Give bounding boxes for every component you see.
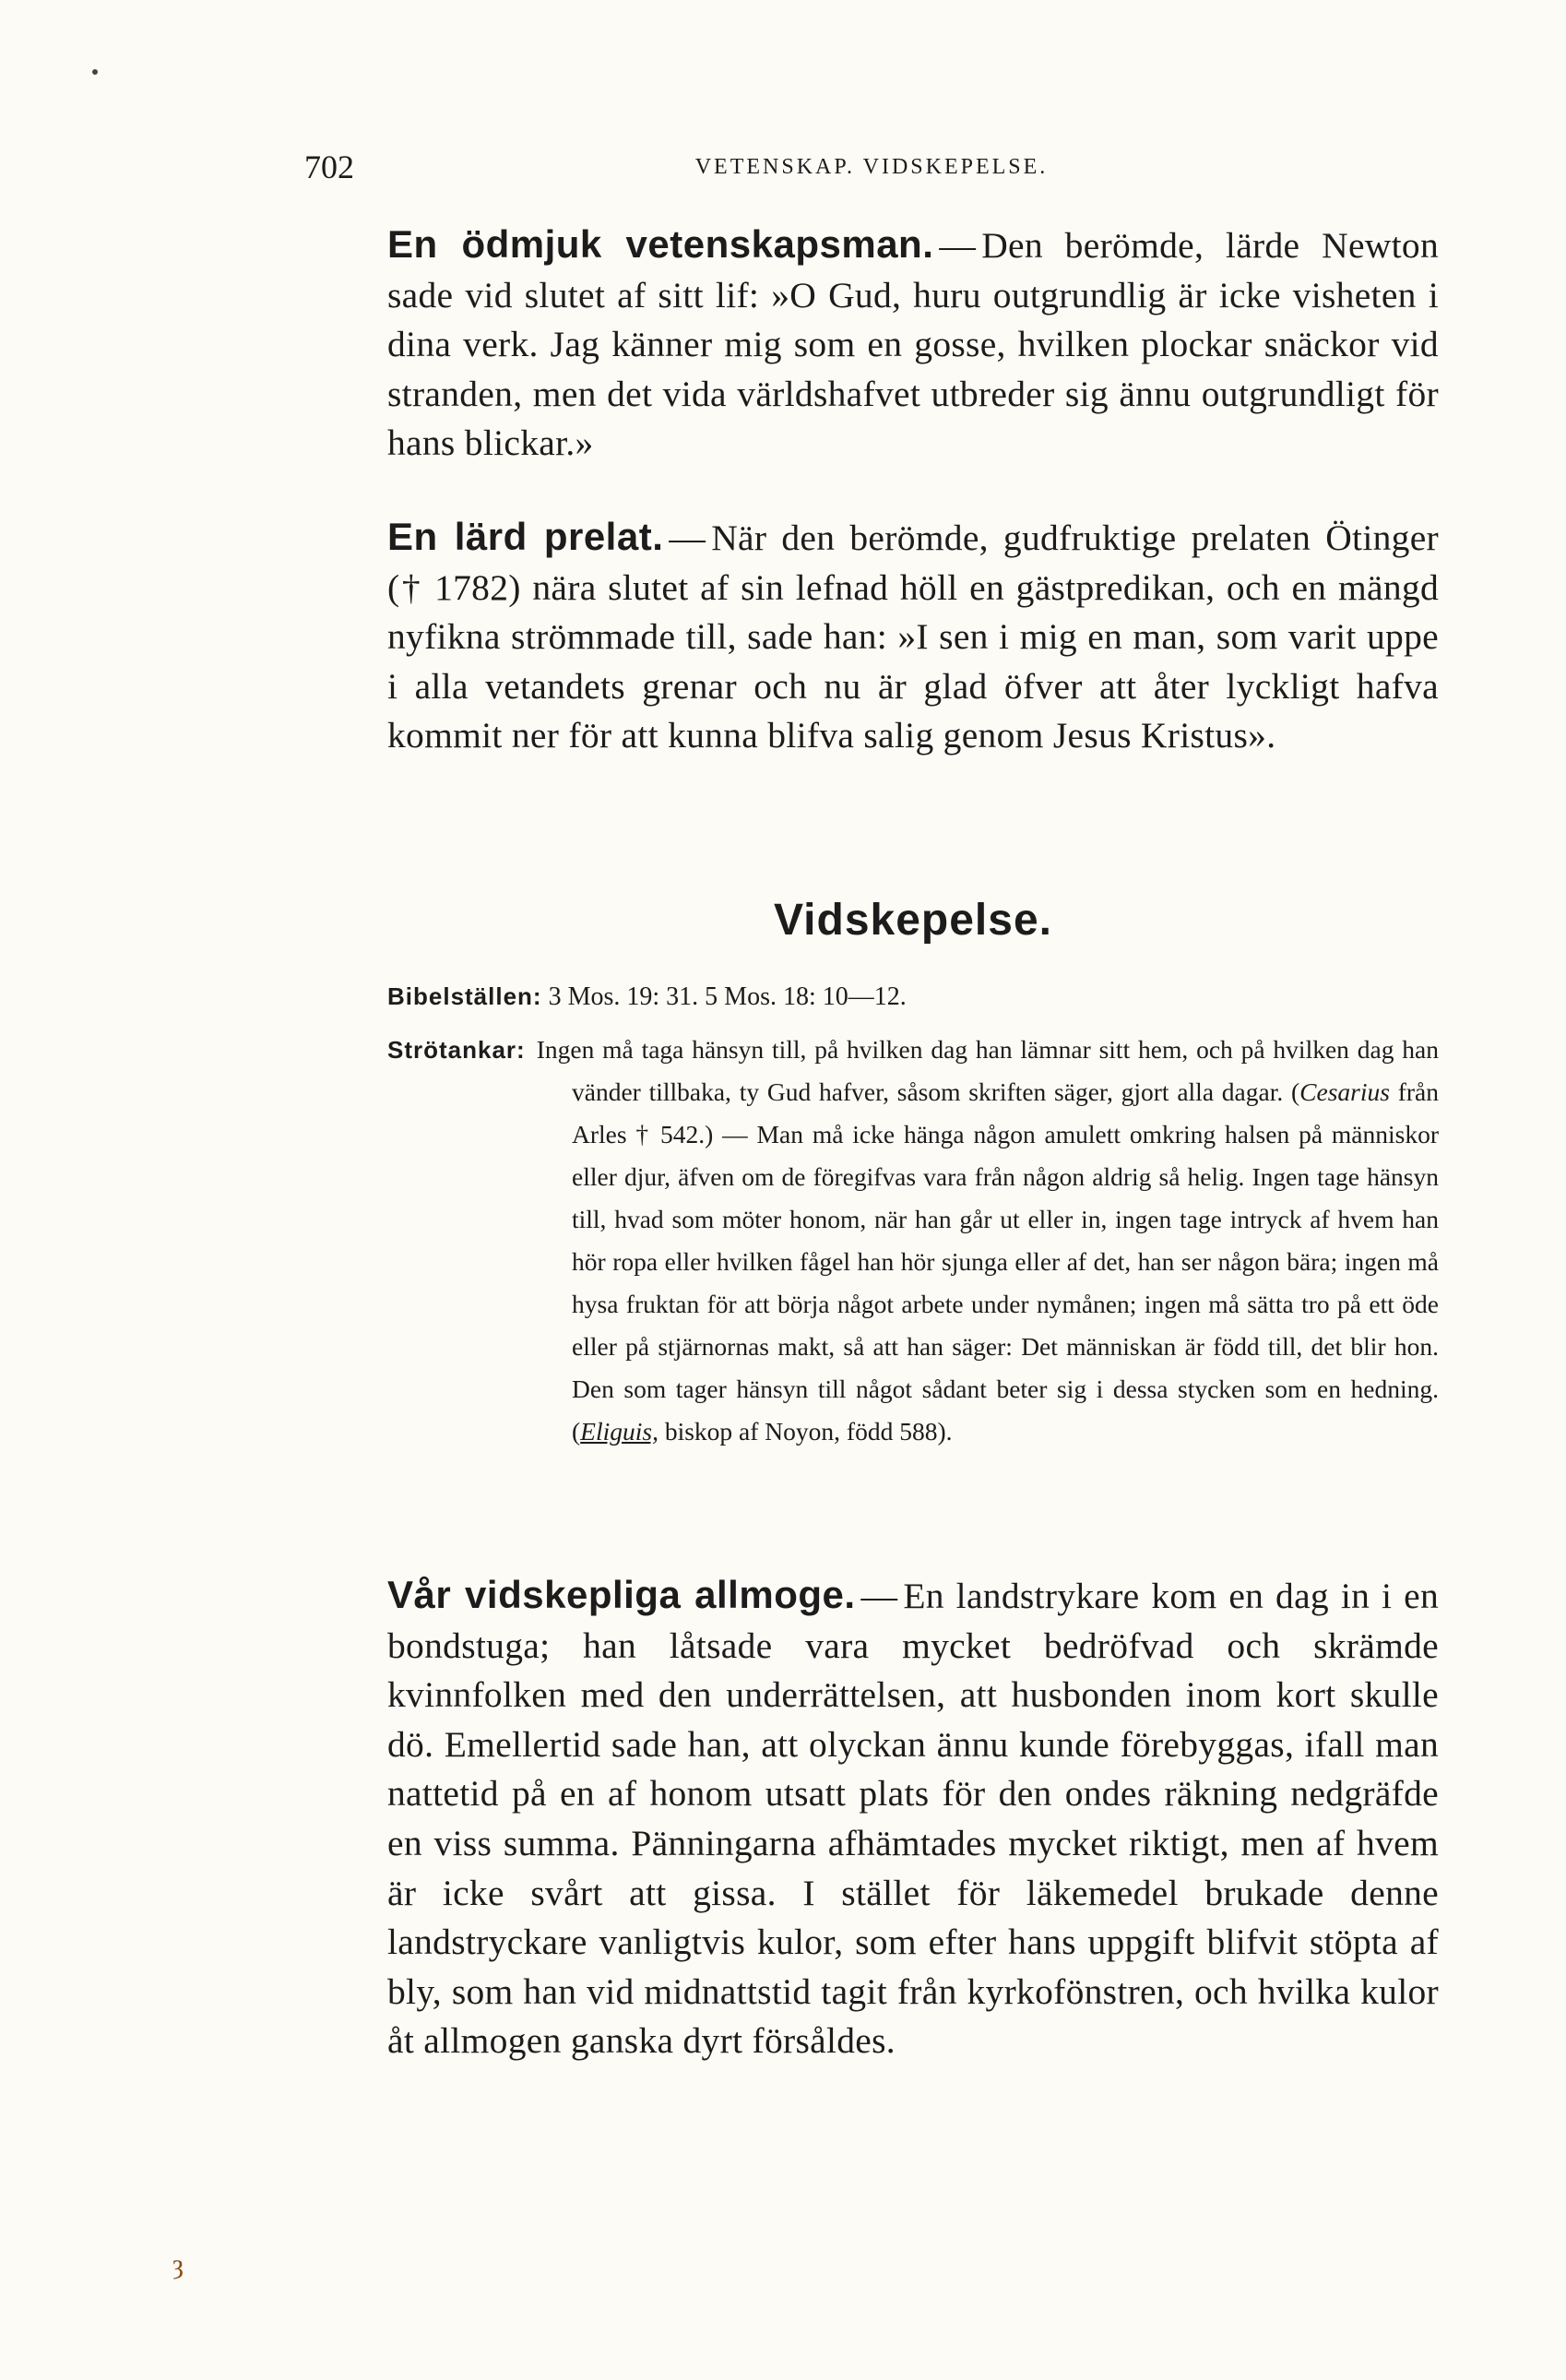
page-header xyxy=(304,148,1439,194)
em-dash: — xyxy=(939,225,977,266)
paragraph-text: En landstrykare kom en dag in i en bondstuga; han låtsade vara mycket bedröfvad och skrämde kvinnfolken med den underrättelsen, att husbonden inom kort skulle dö. Emellertid sade han, att olyckan ännu kunde förebyggas, ifall man nattetid på en af honom utsatt plats för den ondes räkning nedgräfde en viss summa. Pänningarna afhämtades mycket riktigt, men af hvem är icke svårt att gissa. I stället för läkemedel brukade denne landstryckare vanligtvis kulor, som efter hans uppgift blifvit stöpta af bly, som han vid midnattstid tagit från kyrkofönstren, och hvilka kulor åt allmogen ganska dyrt försåldes. xyxy=(387,1576,1439,2062)
paragraph-heading: Vår vidskepliga allmoge. xyxy=(387,1573,856,1616)
section-title: Vidskepelse. xyxy=(774,896,1052,945)
section-learned-prelate xyxy=(387,512,1439,761)
citation-cesarius: Cesarius xyxy=(1299,1077,1390,1106)
paragraph-text: När den berömde, gudfruktige prelaten Ötinger († 1782) nära slutet af sin lefnad höll en gästpredikan, och en mängd nyfikna strömmade till, sade han: »I sen i mig en man, som varit uppe i alla vetandets grenar och nu är glad öfver att åter lyckligt hafva kommit ner för att kunna blifva salig genom Jesus Kristus». xyxy=(387,518,1439,756)
paragraph-text: Den berömde, lärde Newton sade vid slutet af sitt lif: »O Gud, huru outgrundlig är icke visheten i dina verk. Jag känner mig som en gosse, hvilken plockar snäckor vid stranden, men det vida världshafvet utbreder sig ännu outgrundligt för hans blickar.» xyxy=(387,225,1440,464)
paragraph xyxy=(387,1570,1439,2066)
em-dash: — xyxy=(860,1576,898,1616)
citation-eliguis: Eliguis, xyxy=(580,1417,658,1446)
page-number: 702 xyxy=(304,149,354,185)
stray-thoughts-paragraph xyxy=(387,1029,1439,1453)
section-superstitious-peasantry xyxy=(387,1570,1439,2066)
ink-speck xyxy=(92,69,98,75)
paragraph xyxy=(387,512,1439,761)
corner-ink-mark: ȝ xyxy=(172,2249,184,2279)
stray-text-1: Ingen må taga hänsyn till, på hvilken dag han lämnar sitt hem, och på hvilken dag han vänder tillbaka, ty Gud hafver, såsom skriften säger, gjort alla dagar. ( xyxy=(536,1035,1439,1106)
stray-text-3: biskop af Noyon, född 588). xyxy=(658,1417,953,1446)
paragraph xyxy=(387,220,1439,469)
section-humble-scientist xyxy=(387,220,1439,469)
bible-references xyxy=(387,982,1439,1012)
running-head: VETENSKAP. VIDSKEPELSE. xyxy=(694,155,1049,179)
paragraph-heading: En lärd prelat. xyxy=(387,515,664,558)
stray-thoughts xyxy=(387,1029,1439,1453)
bible-label: Bibelställen: xyxy=(387,982,542,1010)
em-dash: — xyxy=(669,518,706,558)
stray-text-2: från Arles † 542.) — Man må icke hänga någon amulett omkring halsen på människor eller djur, äfven om de föregifvas vara från någon aldrig så helig. Ingen tage hänsyn till, hvad som möter honom, när han går ut eller in, ingen tage intryck af hvem han hör ropa eller hvilken fågel han hör sjunga eller af det, han ser någon bära; ingen må hysa fruktan för att börja något arbete under nymånen; ingen må sätta tro på ett öde eller på stjärnornas makt, så att han säger: Det människan är född till, det blir hon. Den som tager hänsyn till något sådant beter sig i dessa stycken som en hedning. ( xyxy=(572,1077,1439,1446)
paragraph-heading: En ödmjuk vetenskapsman. xyxy=(387,222,934,266)
stray-thoughts-label: Strötankar: xyxy=(387,1036,526,1064)
bible-text: 3 Mos. 19: 31. 5 Mos. 18: 10—12. xyxy=(548,982,907,1011)
